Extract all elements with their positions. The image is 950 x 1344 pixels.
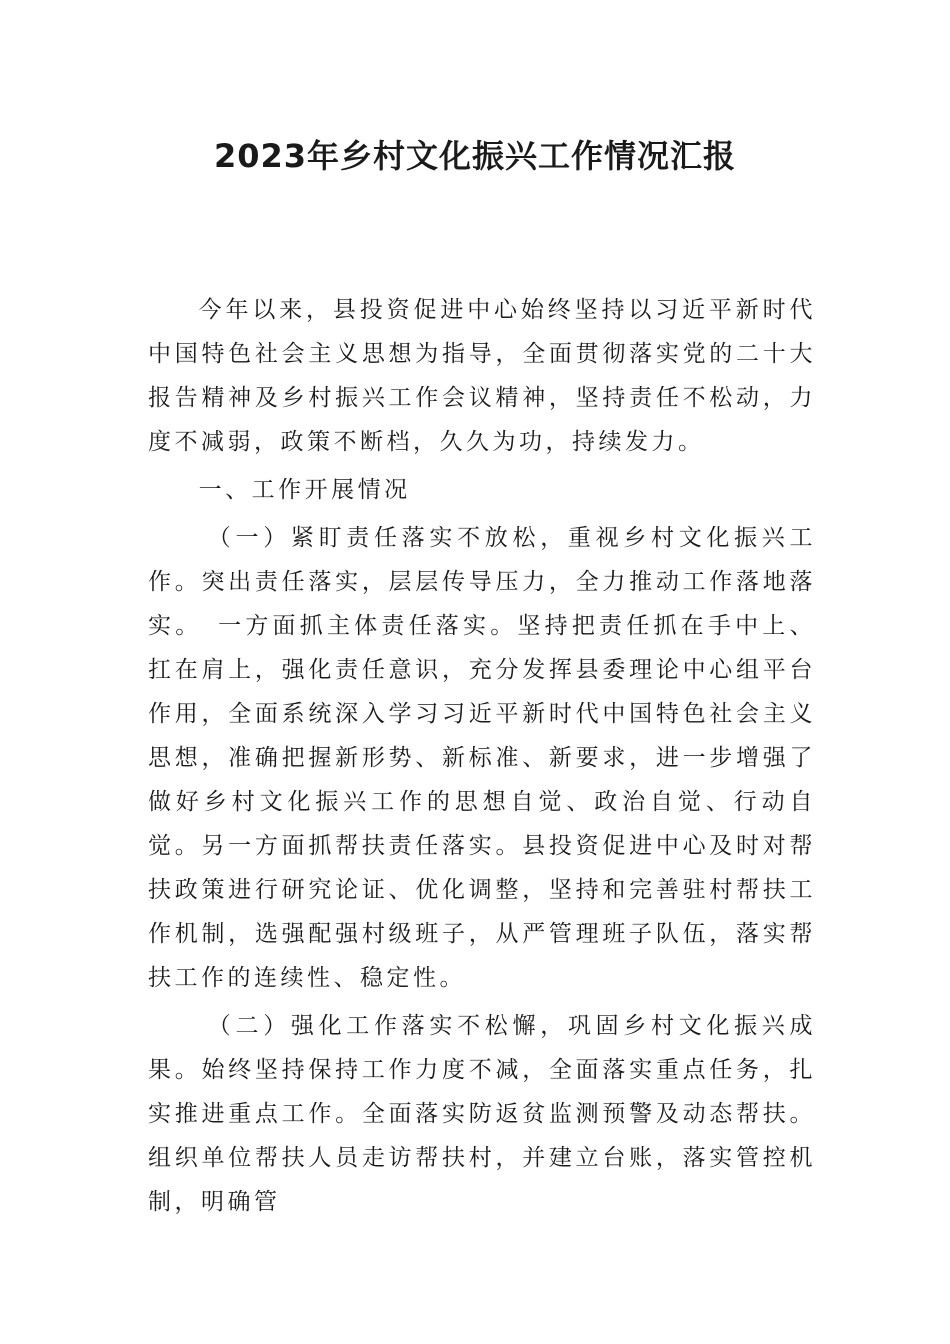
subsection-2-paragraph: （二）强化工作落实不松懈，巩固乡村文化振兴成果。始终坚持保持工作力度不减，全面落实重点任务，扎实推进重点工作。全面落实防返贫监测预警及动态帮扶。组织单位帮扶人员走访帮扶村，并建立台账，落实管控机制，明确管 <box>148 1013 816 1215</box>
intro-paragraph: 今年以来，县投资促进中心始终坚持以习近平新时代中国特色社会主义思想为指导，全面贯彻落实党的二十大报告精神及乡村振兴工作会议精神，坚持责任不松动，力度不减弱，政策不断档，久久为功，持续发力。 <box>148 297 816 455</box>
document-title: 2023年乡村文化振兴工作情况汇报 <box>213 137 737 175</box>
document-body <box>148 288 816 1224</box>
section-heading: 一、工作开展情况 <box>198 477 411 503</box>
subsection-1-paragraph: （一）紧盯责任落实不放松，重视乡村文化振兴工作。突出责任落实，层层传导压力，全力推动工作落地落实。 一方面抓主体责任落实。坚持把责任抓在手中上、扛在肩上，强化责任意识，充分发挥县委理论中心组平台作用，全面系统深入学习习近平新时代中国特色社会主义思想，准确把握新形势、新标准、新要求，进一步增强了做好乡村文化振兴工作的思想自觉、政治自觉、行动自觉。另一方面抓帮扶责任落实。县投资促进中心及时对帮扶政策进行研究论证、优化调整，坚持和完善驻村帮扶工作机制，选强配强村级班子，从严管理班子队伍，落实帮扶工作的连续性、稳定性。 <box>148 525 816 991</box>
